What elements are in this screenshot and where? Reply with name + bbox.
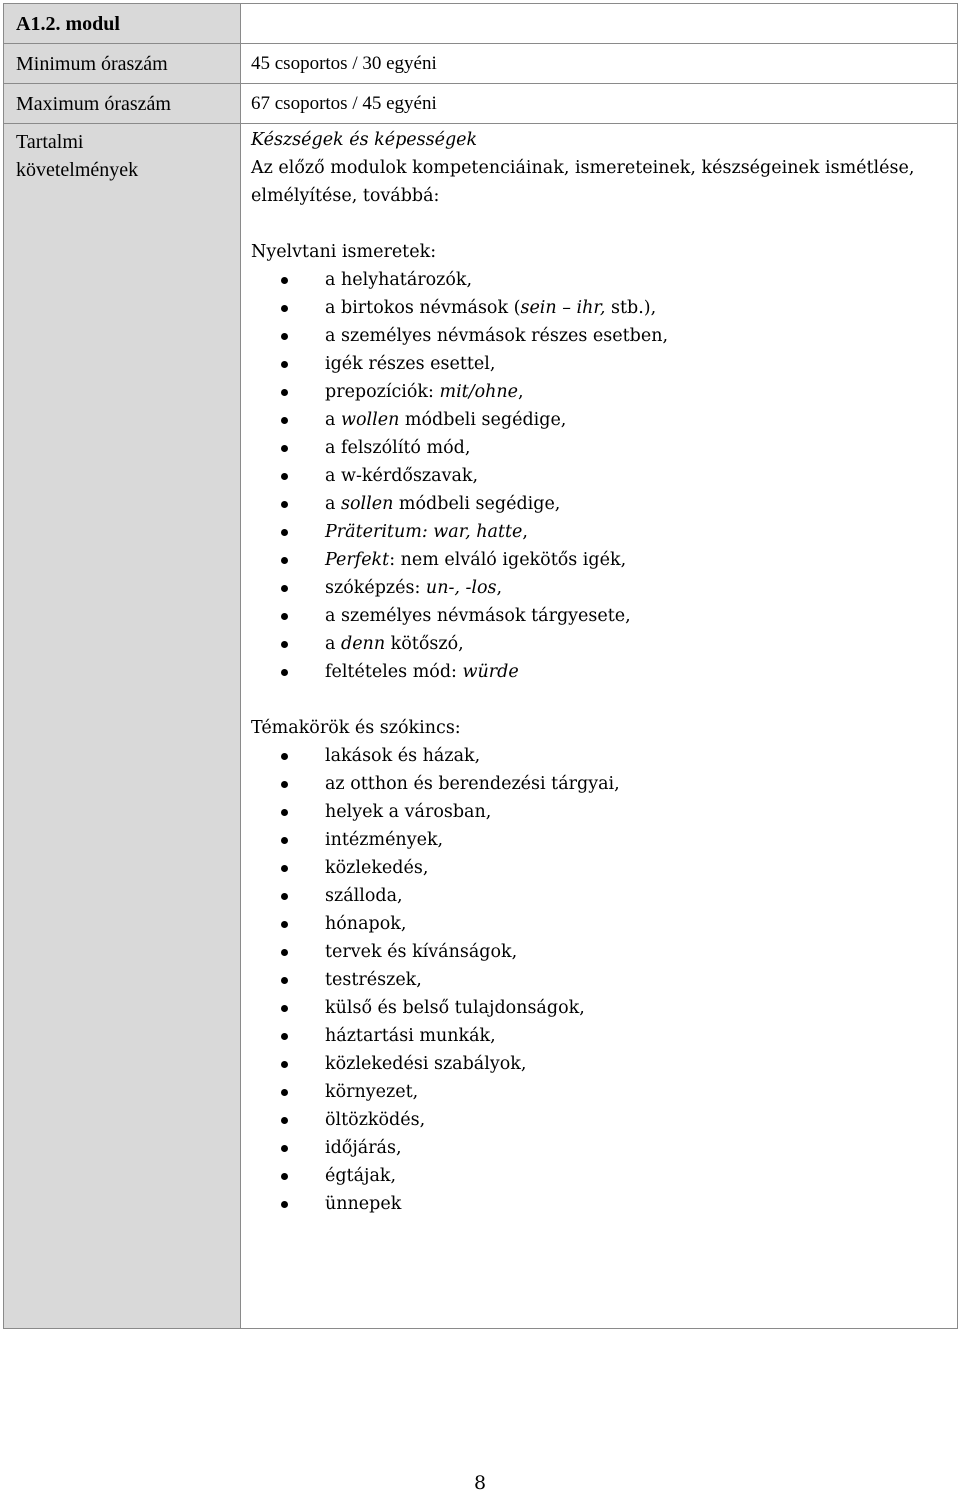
grammar-list-item <box>251 350 947 378</box>
bullet-icon <box>281 669 288 676</box>
grammar-item-text: prepozíciók: <box>325 382 440 402</box>
topics-list-item <box>251 1022 947 1050</box>
grammar-item-text: a <box>325 494 341 514</box>
grammar-list-item <box>251 574 947 602</box>
min-hours-value: 45 csoportos / 30 egyéni <box>251 53 437 74</box>
page-number: 8 <box>473 1472 487 1494</box>
module-header-row <box>4 4 958 44</box>
bullet-icon <box>281 361 288 368</box>
bullet-icon <box>281 529 288 536</box>
bullet-icon <box>281 641 288 648</box>
topics-list-item <box>251 798 947 826</box>
grammar-item-text: szóképzés: <box>325 578 426 598</box>
max-hours-row <box>4 84 958 124</box>
topics-list-item <box>251 742 947 770</box>
topic-item-text: égtájak, <box>325 1166 397 1186</box>
bullet-icon <box>281 501 288 508</box>
topic-item-text: időjárás, <box>325 1138 402 1158</box>
topic-item-text: környezet, <box>325 1082 419 1102</box>
bullet-icon <box>281 1173 288 1180</box>
topics-list-item <box>251 1050 947 1078</box>
topics-list-item <box>251 910 947 938</box>
grammar-item-text: kötőszó, <box>385 634 464 654</box>
topic-item-text: intézmények, <box>325 830 444 850</box>
grammar-item-text: , <box>496 578 503 598</box>
grammar-heading-colon: : <box>430 242 437 262</box>
grammar-item-text: wollen <box>341 410 400 430</box>
topic-item-text: lakások és házak, <box>325 746 481 766</box>
bullet-icon <box>281 557 288 564</box>
grammar-item-text: módbeli segédige, <box>393 494 561 514</box>
bullet-icon <box>281 1089 288 1096</box>
bullet-icon <box>281 781 288 788</box>
topics-list <box>251 742 947 1218</box>
grammar-list-item <box>251 322 947 350</box>
grammar-item-text: igék részes esettel, <box>325 354 496 374</box>
grammar-list-item <box>251 294 947 322</box>
grammar-item-text: feltételes mód: <box>325 662 463 682</box>
grammar-item-text: a birtokos névmások ( <box>325 298 521 318</box>
topics-list-item <box>251 826 947 854</box>
min-hours-label-cell <box>4 44 241 84</box>
max-hours-label-cell <box>4 84 241 124</box>
bullet-icon <box>281 1117 288 1124</box>
bullet-icon <box>281 585 288 592</box>
topic-item-text: öltözködés, <box>325 1110 426 1130</box>
bullet-icon <box>281 445 288 452</box>
topic-item-text: közlekedési szabályok, <box>325 1054 527 1074</box>
grammar-list-item <box>251 406 947 434</box>
topic-item-text: közlekedés, <box>325 858 429 878</box>
grammar-item-text: a helyhatározók, <box>325 270 473 290</box>
grammar-item-text: denn <box>341 634 386 654</box>
topics-list-item <box>251 1162 947 1190</box>
bullet-icon <box>281 1033 288 1040</box>
content-requirements-row <box>4 124 958 1329</box>
grammar-list-item <box>251 630 947 658</box>
topic-item-text: hónapok, <box>325 914 407 934</box>
bullet-icon <box>281 305 288 312</box>
grammar-list-item <box>251 462 947 490</box>
grammar-list-item <box>251 378 947 406</box>
bullet-icon <box>281 921 288 928</box>
bullet-icon <box>281 949 288 956</box>
grammar-item-text: mit/ohne <box>439 382 519 402</box>
topics-list-item <box>251 854 947 882</box>
topics-list-item <box>251 938 947 966</box>
grammar-item-text: módbeli segédige, <box>399 410 567 430</box>
bullet-icon <box>281 865 288 872</box>
content-label-line1: Tartalmi <box>16 131 84 153</box>
content-requirements-cell <box>241 124 958 1329</box>
bullet-icon <box>281 809 288 816</box>
bullet-icon <box>281 1061 288 1068</box>
intro-line-1: Az előző modulok kompetenciáinak, ismereteinek, készségeinek ismétlése, <box>251 158 915 178</box>
grammar-list-item <box>251 658 947 686</box>
topics-list-item <box>251 1078 947 1106</box>
bullet-icon <box>281 389 288 396</box>
grammar-item-text: un-, -los <box>425 578 497 598</box>
grammar-item-text: a <box>325 634 341 654</box>
grammar-list-item <box>251 490 947 518</box>
bullet-icon <box>281 893 288 900</box>
module-table <box>3 3 958 1329</box>
grammar-item-text: würde <box>462 662 519 682</box>
bullet-icon <box>281 417 288 424</box>
grammar-item-text: : nem elváló igekötős igék, <box>389 550 627 570</box>
grammar-item-text: Perfekt <box>325 550 390 570</box>
intro-line-2: elmélyítése, továbbá: <box>251 186 440 206</box>
topics-list-item <box>251 1134 947 1162</box>
grammar-item-text: Präteritum: war, hatte <box>325 522 523 542</box>
min-hours-value-cell <box>241 44 958 84</box>
grammar-item-text: a felszólító mód, <box>325 438 471 458</box>
bullet-icon <box>281 473 288 480</box>
content-requirements-label-cell <box>4 124 241 1329</box>
max-hours-value: 67 csoportos / 45 egyéni <box>251 93 437 114</box>
grammar-heading: Nyelvtani ismeretek <box>251 242 431 262</box>
grammar-item-text: , <box>522 522 528 542</box>
grammar-item-text: a személyes névmások részes esetben, <box>325 326 669 346</box>
topic-item-text: helyek a városban, <box>325 802 492 822</box>
topics-list-item <box>251 966 947 994</box>
skills-subtitle: Készségek és képességek <box>251 130 478 150</box>
topics-heading: Témakörök és szókincs <box>251 718 455 738</box>
grammar-list-item <box>251 266 947 294</box>
topic-item-text: ünnepek <box>325 1194 402 1214</box>
grammar-item-text: sollen <box>341 494 394 514</box>
min-hours-row <box>4 44 958 84</box>
module-header-empty-cell <box>241 4 958 44</box>
bullet-icon <box>281 333 288 340</box>
grammar-item-text: stb.), <box>605 298 657 318</box>
bullet-icon <box>281 977 288 984</box>
min-hours-label: Minimum óraszám <box>16 53 168 75</box>
grammar-list-item <box>251 434 947 462</box>
bullet-icon <box>281 1201 288 1208</box>
grammar-list-item <box>251 602 947 630</box>
bullet-icon <box>281 753 288 760</box>
topic-item-text: külső és belső tulajdonságok, <box>325 998 585 1018</box>
topics-list-item <box>251 770 947 798</box>
grammar-list-item <box>251 518 947 546</box>
grammar-item-text: a személyes névmások tárgyesete, <box>325 606 631 626</box>
grammar-item-text: sein – ihr, <box>520 298 606 318</box>
topics-list-item <box>251 1106 947 1134</box>
bullet-icon <box>281 613 288 620</box>
grammar-list-item <box>251 546 947 574</box>
topic-item-text: háztartási munkák, <box>325 1026 496 1046</box>
grammar-heading-line <box>251 238 947 266</box>
grammar-item-text: a w-kérdőszavak, <box>325 466 479 486</box>
bullet-icon <box>281 1005 288 1012</box>
topics-heading-colon: : <box>454 718 461 738</box>
module-label: A1.2. modul <box>16 13 120 35</box>
bullet-icon <box>281 277 288 284</box>
grammar-item-text: , <box>518 382 524 402</box>
bullet-icon <box>281 837 288 844</box>
bullet-icon <box>281 1145 288 1152</box>
topics-heading-line <box>251 714 947 742</box>
module-header-cell <box>4 4 241 44</box>
grammar-list <box>251 266 947 686</box>
topics-list-item <box>251 994 947 1022</box>
max-hours-label: Maximum óraszám <box>16 93 171 115</box>
grammar-item-text: a <box>325 410 341 430</box>
topic-item-text: testrészek, <box>325 970 422 990</box>
topic-item-text: tervek és kívánságok, <box>325 942 518 962</box>
topic-item-text: szálloda, <box>325 886 403 906</box>
topics-list-item <box>251 1190 947 1218</box>
content-label-line2: követelmények <box>16 159 139 181</box>
topic-item-text: az otthon és berendezési tárgyai, <box>325 774 620 794</box>
topics-list-item <box>251 882 947 910</box>
max-hours-value-cell <box>241 84 958 124</box>
